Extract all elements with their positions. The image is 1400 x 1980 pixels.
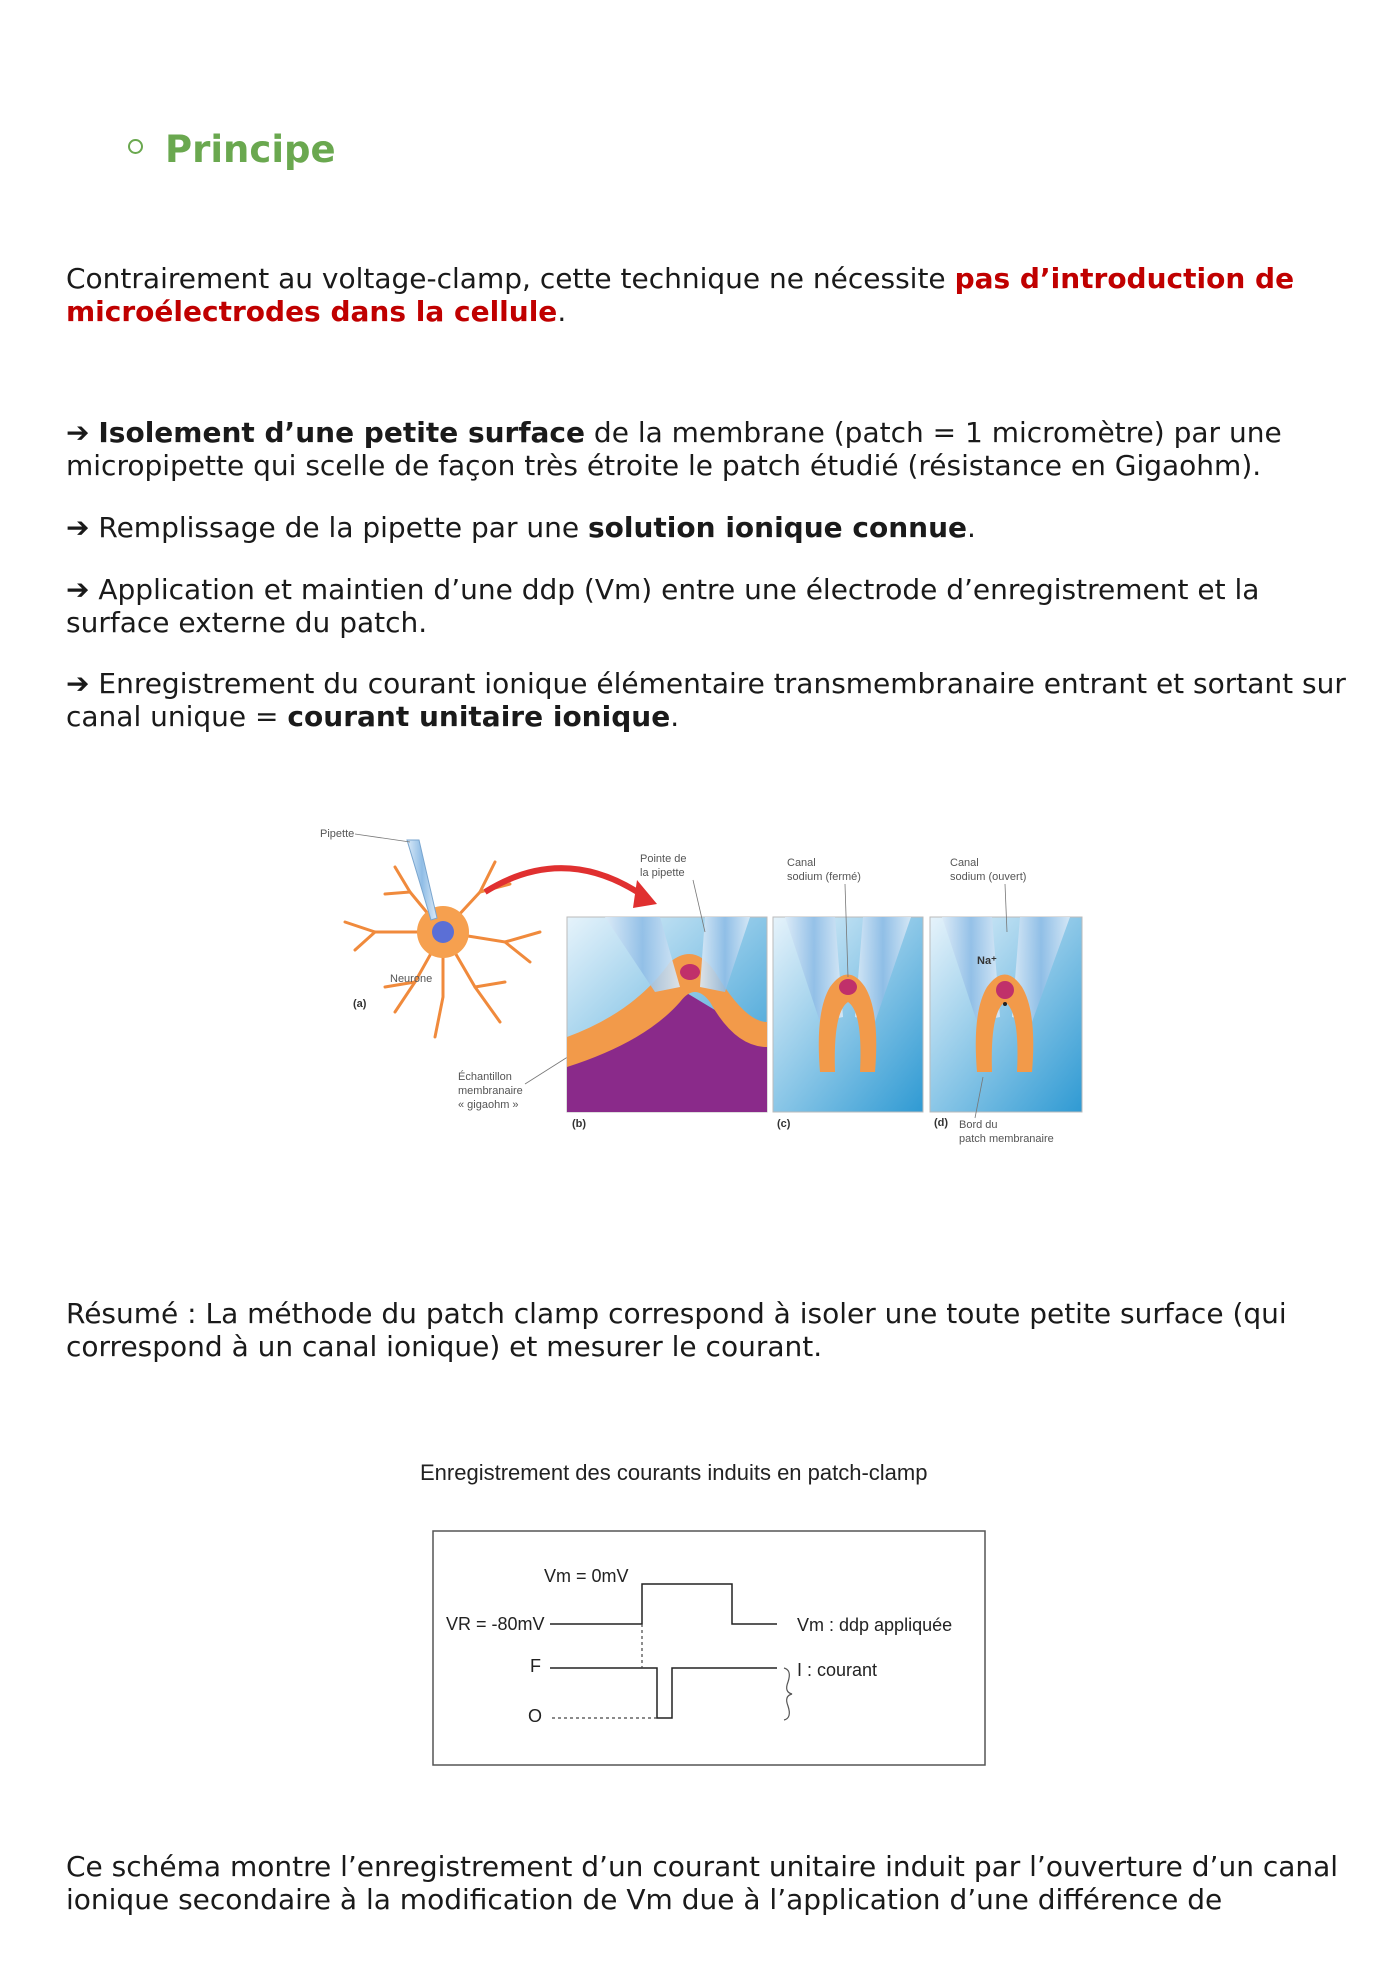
step-end: . xyxy=(670,700,680,733)
conclusion-paragraph: Ce schéma montre l’enregistrement d’un courant unitaire induit par l’ouverture d’un canal ionique secondaire à la modification de Vm due à l’application d’une différence de xyxy=(66,1850,1339,1916)
step-text: Enregistrement du courant ionique élémentaire transmembranaire entrant et sortant sur canal unique = xyxy=(66,667,1346,733)
recording-figure-title: Enregistrement des courants induits en patch-clamp xyxy=(420,1460,928,1485)
panel-b xyxy=(567,917,767,1112)
label-pointe-1: Pointe de xyxy=(640,853,687,865)
summary-paragraph: Résumé : La méthode du patch clamp correspond à isoler une toute petite surface (qui correspond à un canal ionique) et mesurer le courant. xyxy=(66,1297,1287,1363)
label-f: F xyxy=(530,1656,541,1676)
step-application xyxy=(66,573,1346,639)
neuron-drawing xyxy=(345,840,540,1037)
step-text: Remplissage de la pipette par une xyxy=(98,511,588,544)
step-text: Application et maintien d’une ddp (Vm) entre une électrode d’enregistrement et la surface externe du patch. xyxy=(66,573,1260,639)
arrow-head-icon xyxy=(633,880,657,908)
label-i-desc: I : courant xyxy=(797,1660,878,1680)
arrow-icon: ➔ xyxy=(66,573,99,606)
intro-paragraph xyxy=(66,262,1346,328)
step-end: . xyxy=(967,511,976,544)
step-text: de la membrane (patch = 1 micromètre) par une micropipette qui scelle de façon très étroite le patch étudié (résistance en Gigaohm). xyxy=(66,416,1282,482)
label-echantillon-3: « gigaohm » xyxy=(458,1099,519,1111)
intro-text: Contrairement au voltage-clamp, cette technique ne nécessite xyxy=(66,262,955,295)
arrow-icon: ➔ xyxy=(66,511,99,544)
label-canal-ouvert-2: sodium (ouvert) xyxy=(950,871,1027,883)
label-vm-desc: Vm : ddp appliquée xyxy=(797,1615,953,1635)
label-vr: VR = -80mV xyxy=(446,1614,545,1634)
section-title: Principe xyxy=(165,128,336,171)
label-panel-a: (a) xyxy=(353,998,367,1010)
arrow-icon: ➔ xyxy=(66,667,99,700)
label-vm-zero: Vm = 0mV xyxy=(544,1566,629,1586)
recording-diagram xyxy=(432,1530,986,1766)
label-canal-ouvert-1: Canal xyxy=(950,857,979,869)
panel-c xyxy=(773,917,923,1112)
label-panel-c: (c) xyxy=(777,1118,791,1130)
label-o: O xyxy=(528,1706,543,1726)
label-pointe-2: la pipette xyxy=(640,867,685,879)
label-neurone: Neurone xyxy=(390,973,433,985)
label-canal-ferme-2: sodium (fermé) xyxy=(787,871,861,883)
label-bord-1: Bord du xyxy=(959,1119,998,1131)
step-bold: courant unitaire ionique xyxy=(287,700,671,733)
label-canal-ferme-1: Canal xyxy=(787,857,816,869)
label-na: Na⁺ xyxy=(977,955,997,967)
panel-d xyxy=(930,917,1082,1112)
step-bold: solution ionique connue xyxy=(587,511,968,544)
step-remplissage xyxy=(66,511,1346,544)
zoom-arrow-icon xyxy=(485,868,645,897)
intro-end: . xyxy=(557,295,567,328)
label-bord-2: patch membranaire xyxy=(959,1133,1054,1145)
label-pipette: Pipette xyxy=(320,828,355,840)
label-echantillon-2: membranaire xyxy=(458,1085,523,1097)
label-panel-b: (b) xyxy=(572,1118,587,1130)
label-echantillon-1: Échantillon xyxy=(458,1071,512,1083)
step-isolement xyxy=(66,416,1346,482)
patch-clamp-illustration xyxy=(315,822,1105,1162)
label-panel-d: (d) xyxy=(934,1117,949,1129)
heading-bullet-icon xyxy=(128,139,143,154)
arrow-icon: ➔ xyxy=(66,416,99,449)
step-enregistrement xyxy=(66,667,1346,733)
intro-highlight: pas d’introduction de microélectrodes dans la cellule xyxy=(66,262,1295,328)
step-bold: Isolement d’une petite surface xyxy=(98,416,586,449)
diagram-frame xyxy=(433,1531,985,1765)
